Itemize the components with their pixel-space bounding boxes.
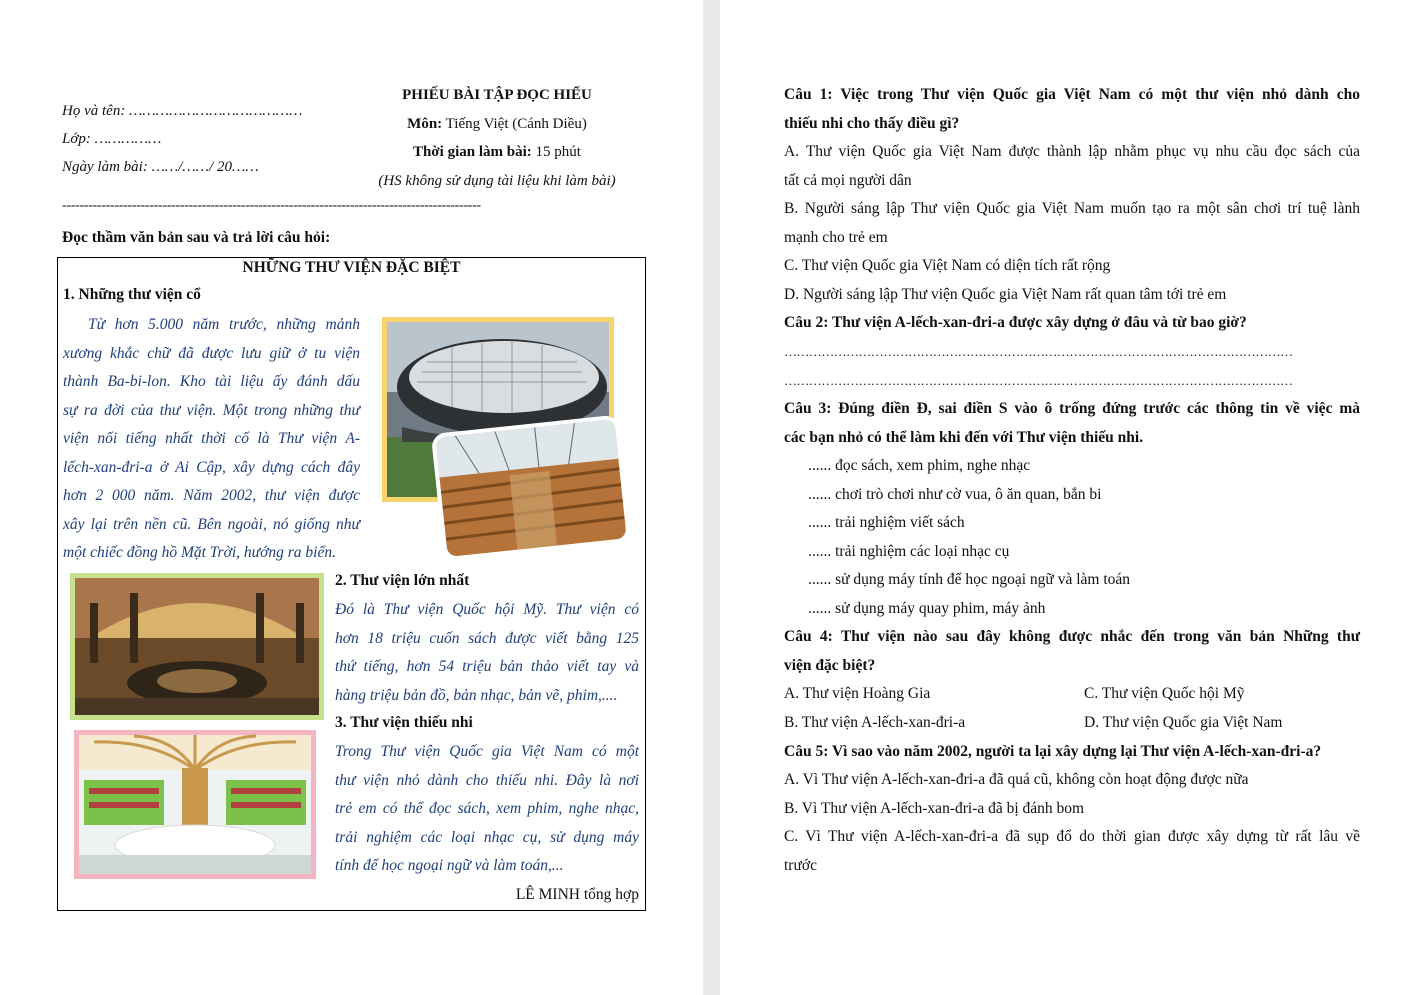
s1-line: sự ra đời của thư viện. Một trong những thư: [63, 401, 360, 419]
q3-item-5[interactable]: ...... sử dụng máy tính để học ngoại ngữ và làm toán: [808, 571, 1131, 589]
children-library-photo: [74, 730, 316, 879]
document-page-2: [720, 0, 1422, 995]
question-5-options: [784, 766, 1360, 880]
answer-line-1[interactable]: ……………………………………………………………………………………………………………: [784, 344, 1293, 359]
s3-line: tính để học ngoại ngữ và làm toán,...: [335, 857, 564, 874]
alexandria-interior-photo: [435, 419, 627, 557]
q1-option-c[interactable]: C. Thư viện Quốc gia Việt Nam có diện tích rất rộng: [784, 257, 1111, 275]
s3-line: trẻ em có thể đọc sách, xem phim, nghe nhạc,: [335, 800, 639, 817]
s3-line: Trong Thư viện Quốc gia Việt Nam có một: [335, 743, 639, 760]
q5-option-c[interactable]: C. Vì Thư viện A-lếch-xan-đri-a đã sụp đổ do thời gian được xây dựng từ rất lâu về: [784, 828, 1360, 846]
question-4: Câu 4: Thư viện nào sau đây không được nhắc đến trong văn bản Những thư viện đặc biệt?: [784, 628, 1360, 674]
question-1-options: [784, 138, 1360, 310]
article-author: LÊ MINH tổng hợp: [515, 886, 639, 903]
class-field[interactable]: Lớp: ……………: [62, 131, 162, 147]
s1-line: xương khắc chữ đã được lưu giữ ở tu viện: [63, 344, 360, 362]
s1-line: một chiếc đồng hồ Mặt Trời, hướng ra biển.: [63, 544, 336, 561]
children-library-photo-frame: [74, 730, 316, 879]
s1-line: xây lại trên nền cũ. Bên ngoài, nó giống như: [63, 515, 360, 533]
congress-library-photo: [70, 573, 324, 720]
section-1-lines: [63, 311, 360, 568]
q4-option-c[interactable]: C. Thư viện Quốc hội Mỹ: [1084, 685, 1245, 702]
s2-line: hàng triệu bản đồ, bản nhạc, bản vẽ, phim,....: [335, 686, 618, 704]
s2-line: hơn 18 triệu cuốn sách được viết bằng 125: [335, 629, 639, 647]
section-2-lines: [335, 596, 639, 710]
s1-line: viện nổi tiếng nhất thời cổ là Thư viện A-: [63, 430, 360, 447]
document-page-1: [0, 0, 703, 995]
date-field[interactable]: Ngày làm bài: ……/……/ 20……: [62, 159, 259, 175]
section-3-text: [335, 738, 639, 881]
worksheet-title: PHIẾU BÀI TẬP ĐỌC HIỂU: [402, 87, 592, 103]
question-3: Câu 3: Đúng điền Đ, sai điền S vào ô trống đứng trước các thông tin về việc mà các bạn nhỏ có thể làm khi đến với Thư viện thiếu nhi.: [784, 400, 1360, 446]
s1-line: Từ hơn 5.000 năm trước, những mảnh: [88, 316, 360, 333]
section-2-text: [335, 596, 639, 710]
exam-note: (HS không sử dụng tài liệu khi làm bài): [378, 172, 616, 189]
section-1-text: [63, 311, 360, 568]
q1-option-b-cont: mạnh cho trẻ em: [784, 228, 888, 246]
section-2-heading: 2. Thư viện lớn nhất: [335, 572, 470, 589]
s2-line: Đó là Thư viện Quốc hội Mỹ. Thư viện có: [335, 601, 639, 618]
q3-item-4[interactable]: ...... trải nghiệm các loại nhạc cụ: [808, 542, 1010, 560]
question-5: Câu 5: Vì sao vào năm 2002, người ta lại xây dựng lại Thư viện A-lếch-xan-đri-a?: [784, 743, 1322, 760]
question-2-answer-area: [784, 338, 1360, 395]
q3-item-1[interactable]: ...... đọc sách, xem phim, nghe nhạc: [808, 457, 1031, 474]
s1-line: hơn 2 000 năm. Năm 2002, thư viện được: [63, 487, 360, 504]
q5-option-c-cont: trước: [784, 856, 817, 874]
answer-line-2[interactable]: ……………………………………………………………………………………………………………: [784, 372, 1293, 388]
q5-option-b[interactable]: B. Vì Thư viện A-lếch-xan-đri-a đã bị đánh bom: [784, 799, 1085, 817]
q4-option-d[interactable]: D. Thư viện Quốc gia Việt Nam: [1084, 714, 1283, 731]
time-line: Thời gian làm bài: 15 phút: [413, 144, 581, 160]
student-info: [62, 97, 362, 181]
q1-option-b[interactable]: B. Người sáng lập Thư viện Quốc gia Việt Nam muốn tạo ra một sân chơi trí tuệ lành: [784, 200, 1360, 218]
section-3-heading: 3. Thư viện thiếu nhi: [335, 714, 473, 731]
q3-item-6[interactable]: ...... sử dụng máy quay phim, máy ảnh: [808, 599, 1046, 617]
q1-option-a[interactable]: A. Thư viện Quốc gia Việt Nam được thành lập nhằm phục vụ nhu cầu đọc sách của: [784, 143, 1360, 160]
q4-option-b[interactable]: B. Thư viện A-lếch-xan-đri-a: [784, 714, 966, 731]
question-2: Câu 2: Thư viện A-lếch-xan-đri-a được xây dựng ở đâu và từ bao giờ?: [784, 314, 1247, 331]
section-3-lines: [335, 738, 639, 881]
question-3-items: [808, 452, 1358, 624]
section-1-heading: 1. Những thư viện cổ: [63, 286, 201, 303]
article-title: NHỮNG THƯ VIỆN ĐẶC BIỆT: [242, 259, 461, 276]
worksheet-header: [352, 81, 642, 195]
q1-option-a-cont: tất cả mọi người dân: [784, 171, 912, 189]
name-field[interactable]: Họ và tên: …………………………………: [62, 103, 303, 119]
divider-line: ------------------------------------------------------------------------------------------------: [62, 198, 481, 213]
s1-line: thành Ba-bi-lon. Kho tài liệu ấy đánh dấu: [63, 373, 360, 390]
q1-option-d[interactable]: D. Người sáng lập Thư viện Quốc gia Việt Nam rất quan tâm tới trẻ em: [784, 285, 1227, 303]
q3-item-2[interactable]: ...... chơi trò chơi như cờ vua, ô ăn quan, bắn bi: [808, 485, 1102, 503]
article-box: [57, 257, 646, 911]
congress-library-photo-frame: [70, 573, 324, 720]
question-1: Câu 1: Việc trong Thư viện Quốc gia Việt Nam có một thư viện nhỏ dành cho thiếu nhi cho thấy điều gì?: [784, 86, 1360, 132]
s2-line: thứ tiếng, hơn 54 triệu bản thảo viết tay và: [335, 658, 639, 675]
q3-item-3[interactable]: ...... trải nghiệm viết sách: [808, 514, 965, 532]
reading-instruction: Đọc thầm văn bản sau và trả lời câu hỏi:: [62, 229, 331, 246]
q5-option-a[interactable]: A. Vì Thư viện A-lếch-xan-đri-a đã quá cũ, không còn hoạt động được nữa: [784, 771, 1249, 788]
q4-option-a[interactable]: A. Thư viện Hoàng Gia: [784, 685, 931, 702]
s1-line: lếch-xan-đri-a ở Ai Cập, xây dựng cách đây: [63, 458, 360, 476]
s3-line: trải nghiệm các loại nhạc cụ, sử dụng máy: [335, 828, 639, 846]
subject-line: Môn: Tiếng Việt (Cánh Diều): [407, 115, 587, 132]
s3-line: thư viện nhỏ dành cho thiếu nhi. Đây là nơi: [335, 771, 639, 789]
